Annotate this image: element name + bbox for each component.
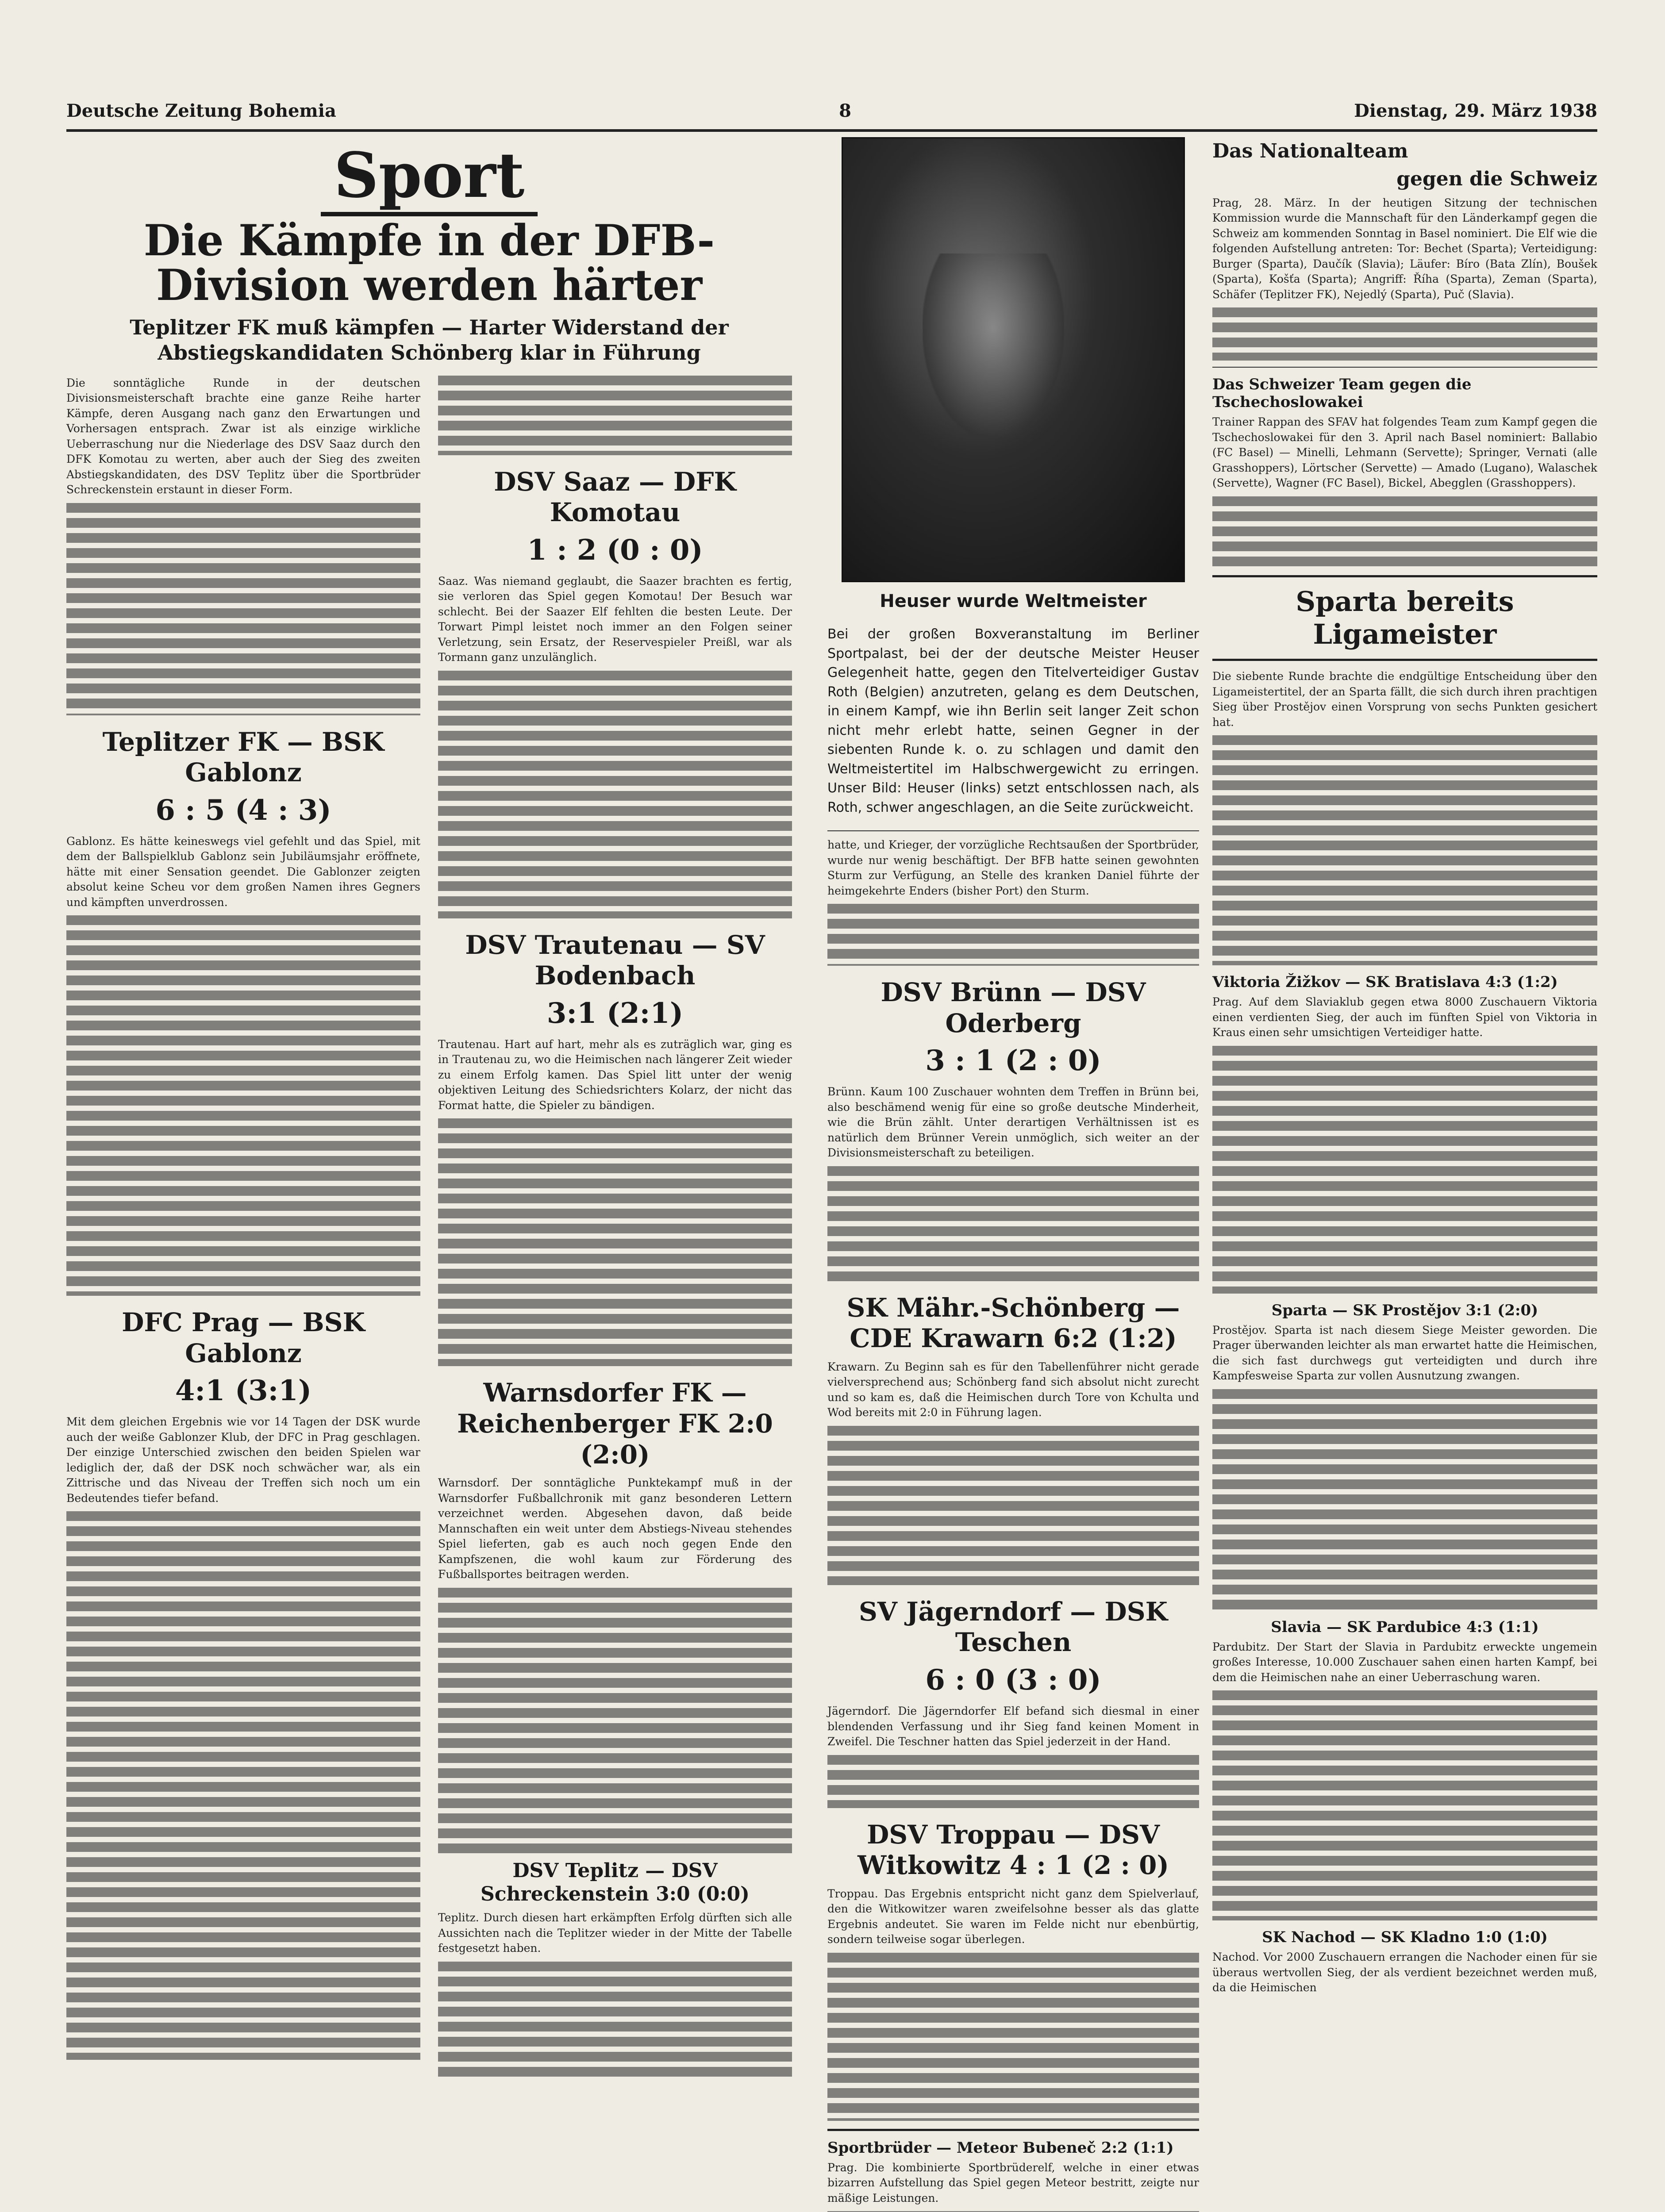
text-block (1212, 1046, 1597, 1294)
match-score: 6 : 5 (4 : 3) (155, 793, 331, 827)
page-number: 8 (839, 100, 851, 121)
match-report: Trautenau. Hart auf hart, mehr als es zuträglich war, ging es in Trautenau zu, wo die Heimischen nach längerer Zeit wieder zu einem Erfolg kamen. Das Spiel litt unter der wenig objektiven Leitung des Schiedsrichters Kolarz, der nicht das Format hatte, die Spieler zu bändigen. (438, 1037, 792, 1112)
continued-text: hatte, und Krieger, der vorzügliche Rechtsaußen der Sportbrüder, wurde nur wenig beschäftigt. Der BFB hatte seinen gewohnten Sturm zur Verfügung, an Stelle des kranken Daniel führte der heimgekehrte Enders (bisher Port) den Sturm. (827, 838, 1199, 897)
match-heading: DSV Trautenau — SV Bodenbach (465, 929, 765, 991)
article-text: Prag, 28. März. In der heutigen Sitzung der technischen Kommission wurde die Mannschaft für den Länderkampf gegen die Schweiz am kommenden Sonntag in Basel nominiert. Die Elf wie die folgenden Aufstellung antreten: Tor: Bechet (Sparta); Verteidigung: Burger (Sparta), Daučík (Slavia); Läufer: Bíro (Bata Zlín), Boušek (Sparta), Košťa (Sparta); Angriff: Říha (Sparta), Zeman (Sparta), Schäfer (Teplitzer FK), Nejedlý (Sparta), Puč (Slavia). (1212, 196, 1597, 301)
match-heading: DFC Prag — BSK Gablonz (122, 1307, 365, 1368)
match-heading: DSV Teplitz — DSV Schreckenstein 3:0 (0:0) (480, 1859, 750, 1905)
match-heading: Sparta — SK Prostějov 3:1 (2:0) (1271, 1301, 1538, 1319)
match-report: Gablonz. Es hätte keineswegs viel gefehlt und das Spiel, mit dem der Ballspielklub Gablonz sein Jubiläumsjahr eröffnete, hätte mit einer Sensation geendet. Die Gablonzer zeigten absolut keine Scheu vor dem großen Namen ihres Gegners und kämpften unverdrossen. (66, 834, 420, 909)
headline: Das Nationalteam (1212, 140, 1408, 162)
match-score: 4:1 (3:1) (175, 1374, 312, 1408)
text-block (827, 1166, 1199, 1281)
paper-name: Deutsche Zeitung Bohemia (66, 100, 336, 121)
article-body (66, 376, 792, 2077)
match-score: 3 : 1 (2 : 0) (925, 1044, 1101, 1078)
match-report: Pardubitz. Der Start der Slavia in Pardubitz erweckte ungemein großes Interesse, 10.000 Zuschauer sahen einen harten Kampf, bei dem die Heimischen nahe an einer Ueberraschung waren. (1212, 1640, 1597, 1684)
match-report: Prag. Die kombinierte Sportbrüderelf, welche in einer etwas bizarren Aufstellung das Spiel gegen Meteor bestritt, zeigte nur mäßige Leistungen. (827, 2161, 1199, 2204)
divider (1212, 659, 1597, 661)
text-block (1212, 307, 1597, 361)
match-heading: Sportbrüder — Meteor Bubeneč 2:2 (1:1) (827, 2139, 1174, 2157)
masthead (66, 97, 1597, 124)
text-block (1212, 496, 1597, 567)
text-block (1212, 1389, 1597, 1610)
match-score: 6 : 0 (3 : 0) (925, 1663, 1101, 1697)
main-subheadline: Teplitzer FK muß kämpfen — Harter Widerstand der Abstiegskandidaten Schönberg klar in Führung (130, 315, 729, 365)
text-block (438, 671, 792, 918)
text-block (827, 904, 1199, 966)
match-heading: DSV Brünn — DSV Oderberg (881, 977, 1146, 1038)
match-heading: Warnsdorfer FK — Reichenberger FK 2:0 (2:0) (457, 1378, 773, 1470)
match-report: Mit dem gleichen Ergebnis wie vor 14 Tagen der DSK wurde auch der weiße Gablonzer Klub, der DFC in Prag geschlagen. Der einzige Unterschied zwischen den beiden Spielen war lediglich der, daß der DSK noch schwächer war, als ein Zittrische und das Niveau der Treffen sich noch um ein Bedeutendes tiefer befand. (66, 1415, 420, 1505)
photo-title: Heuser wurde Weltmeister (880, 591, 1147, 611)
headline-line-2: gegen die Schweiz (1396, 167, 1597, 190)
match-report: Warnsdorf. Der sonntägliche Punktekampf muß in der Warnsdorfer Fußballchronik mit ganz besonderen Lettern verzeichnet werden. Abgesehen davon, daß beide Mannschaften ein weit unter dem Abstiegs-Niveau stehendes Spiel lieferten, gab es auch noch gegen Ende den Kampfszenen, die wohl kaum zur Förderung des Fußballsportes beitragen werden. (438, 1476, 792, 1581)
middle-column (827, 137, 1199, 2212)
match-heading: DSV Saaz — DFK Komotau (494, 466, 736, 528)
match-report: Krawarn. Zu Beginn sah es für den Tabellenführer nicht gerade vielversprechend aus; Schönberg fand sich absolut nicht zurecht und so kam es, daß die Heimischen durch Tore von Kchulta und Wod bereits mit 2:0 in Führung lagen. (827, 1360, 1199, 1419)
main-headline: Die Kämpfe in der DFB-Division werden härter (143, 215, 715, 310)
match-heading: Slavia — SK Pardubice 4:3 (1:1) (1271, 1618, 1539, 1636)
text-block (1212, 735, 1597, 965)
subcolumn-right (438, 376, 792, 2077)
divider (1212, 575, 1597, 577)
subcolumn-left (66, 376, 420, 2077)
text-block (66, 1511, 420, 2060)
match-report: Prag. Auf dem Slaviaklub gegen etwa 8000 Zuschauern Viktoria einen verdienten Sieg, der auch im fünften Spiel von Viktoria in Kraus einen sehr umsichtigen Verteidiger hatte. (1212, 995, 1597, 1039)
text-block (827, 1426, 1199, 1585)
match-report: Troppau. Das Ergebnis entspricht nicht ganz dem Spielverlauf, den die Witkowitzer waren zweifelsohne besser als das glatte Ergebnis andeutet. Sie waren im Felde nicht nur ebenbürtig, sondern teilweise sogar überlegen. (827, 1887, 1199, 1946)
match-score: 3:1 (2:1) (546, 996, 684, 1030)
intro-text: Die sonntägliche Runde in der deutschen Divisionsmeisterschaft brachte eine ganze Reihe harter Kämpfe, deren Ausgang nach ganz den Erwartungen und Vorhersagen entsprach. Zwar ist als einzige wirkliche Ueberraschung nur die Niederlage des DSV Saaz durch den DFK Komotau zu werten, aber auch der Sieg des zweiten Abstiegskandidaten, des DSV Teplitz über die Sportbrüder Schreckenstein erstaunt in dieser Form. (66, 376, 420, 496)
divider (827, 830, 1199, 831)
match-heading: SK Nachod — SK Kladno 1:0 (1:0) (1262, 1928, 1548, 1947)
match-report: Brünn. Kaum 100 Zuschauer wohnten dem Treffen in Brünn bei, also beschämend wenig für eine so große deutsche Minderheit, wie die Brün zählt. Unter derartigen Verhältnissen ist es natürlich dem Brünner Verein unmöglich, sich weiter an der Divisionsmeisterschaft zu beteiligen. (827, 1085, 1199, 1160)
text-block (827, 1755, 1199, 1808)
text-block (438, 376, 792, 455)
headline: Sparta bereits Ligameister (1296, 585, 1514, 650)
text-block (66, 915, 420, 1296)
masthead-rule (66, 129, 1597, 132)
text-block (827, 1953, 1199, 2121)
photo-caption: Bei der großen Boxveranstaltung im Berliner Sportpalast, bei der der deutsche Meister Heuser Gelegenheit hatte, gegen den Titelverteidiger Gustav Roth (Belgien) anzutreten, gelang es dem Deutschen, in einem Kampf, wie ihn Berlin seit langer Zeit schon nicht mehr erlebt hatte, seinen Gegner in der siebenten Runde k. o. zu schlagen und damit den Weltmeistertitel im Halbschwergewicht zu erringen. Unser Bild: Heuser (links) setzt entschlossen nach, als Roth, schwer angeschlagen, an die Seite zurückweicht. (827, 626, 1199, 815)
match-report: Teplitz. Durch diesen hart erkämpften Erfolg dürften sich alle Aussichten nach die Teplitzer wieder in der Mitte der Tabelle festgesetzt haben. (438, 1911, 792, 1955)
text-block (66, 503, 420, 715)
match-report: Saaz. Was niemand geglaubt, die Saazer brachten es fertig, sie verloren das Spiel gegen Komotau! Der Besuch war schlecht. Bei der Saazer Elf fehlten die besten Leute. Der Torwart Pimpl leistet noch immer an den Folgen seiner Verletzung, sein Ersatz, der Reservespieler Preißl, war als Tormann ganz unzulänglich. (438, 574, 792, 664)
text-block (438, 1588, 792, 1853)
match-report: Jägerndorf. Die Jägerndorfer Elf befand sich diesmal in einer blendenden Verfassung und ihr Sieg fand keinen Moment in Zweifel. Die Teschner hatten das Spiel jederzeit in der Hand. (827, 1705, 1199, 1748)
headline: Das Schweizer Team gegen die Tschechoslowakei (1212, 376, 1472, 411)
article-text: Die siebente Runde brachte die endgültige Entscheidung über den Ligameistertitel, der an Sparta fällt, die sich durch ihren prachtigen Sieg über Prostějov einen Vorsprung von sechs Punkten gesichert hat. (1212, 670, 1597, 729)
match-heading: Teplitzer FK — BSK Gablonz (102, 726, 385, 788)
match-heading: DSV Troppau — DSV Witkowitz 4 : 1 (2 : 0) (857, 1819, 1169, 1881)
match-heading: SV Jägerndorf — DSK Teschen (858, 1596, 1168, 1658)
match-heading: Viktoria Žižkov — SK Bratislava 4:3 (1:2) (1212, 973, 1558, 991)
divider (1212, 367, 1597, 368)
section-title: Sport (66, 142, 792, 210)
text-block (438, 1118, 792, 1366)
text-block (1212, 1690, 1597, 1920)
match-report: Prostějov. Sparta ist nach diesem Siege Meister geworden. Die Prager überwanden leichter als man erwartet hatte die Heimischen, die sich fast durchwegs gut verteidigten und durch ihre Kampfesweise Sparta zur vollen Ausnutzung zwangen. (1212, 1323, 1597, 1382)
match-report: Nachod. Vor 2000 Zuschauern errangen die Nachoder einen für sie überaus wertvollen Sieg, der als verdient bezeichnet werden muß, da die Heimischen (1212, 1951, 1597, 1994)
issue-date: Dienstag, 29. März 1938 (1354, 100, 1597, 121)
boxing-photo (842, 137, 1185, 582)
match-heading: SK Mähr.-Schönberg — CDE Krawarn 6:2 (1:2) (846, 1292, 1180, 1354)
main-article-column (66, 137, 792, 2077)
right-column (1212, 137, 1597, 2001)
match-score: 1 : 2 (0 : 0) (527, 533, 703, 567)
article-text: Trainer Rappan des SFAV hat folgendes Team zum Kampf gegen die Tschechoslowakei für den 3. April nach Basel nominiert: Ballabio (FC Basel) — Minelli, Lehmann (Servette); Springer, Vernati (alle Grasshoppers), Lörtscher (Servette) — Amado (Lugano), Walaschek (Servette), Wagner (FC Basel), Bickel, Abegglen (Grasshoppers). (1212, 415, 1597, 490)
text-block (438, 1962, 792, 2077)
divider (827, 2129, 1199, 2131)
